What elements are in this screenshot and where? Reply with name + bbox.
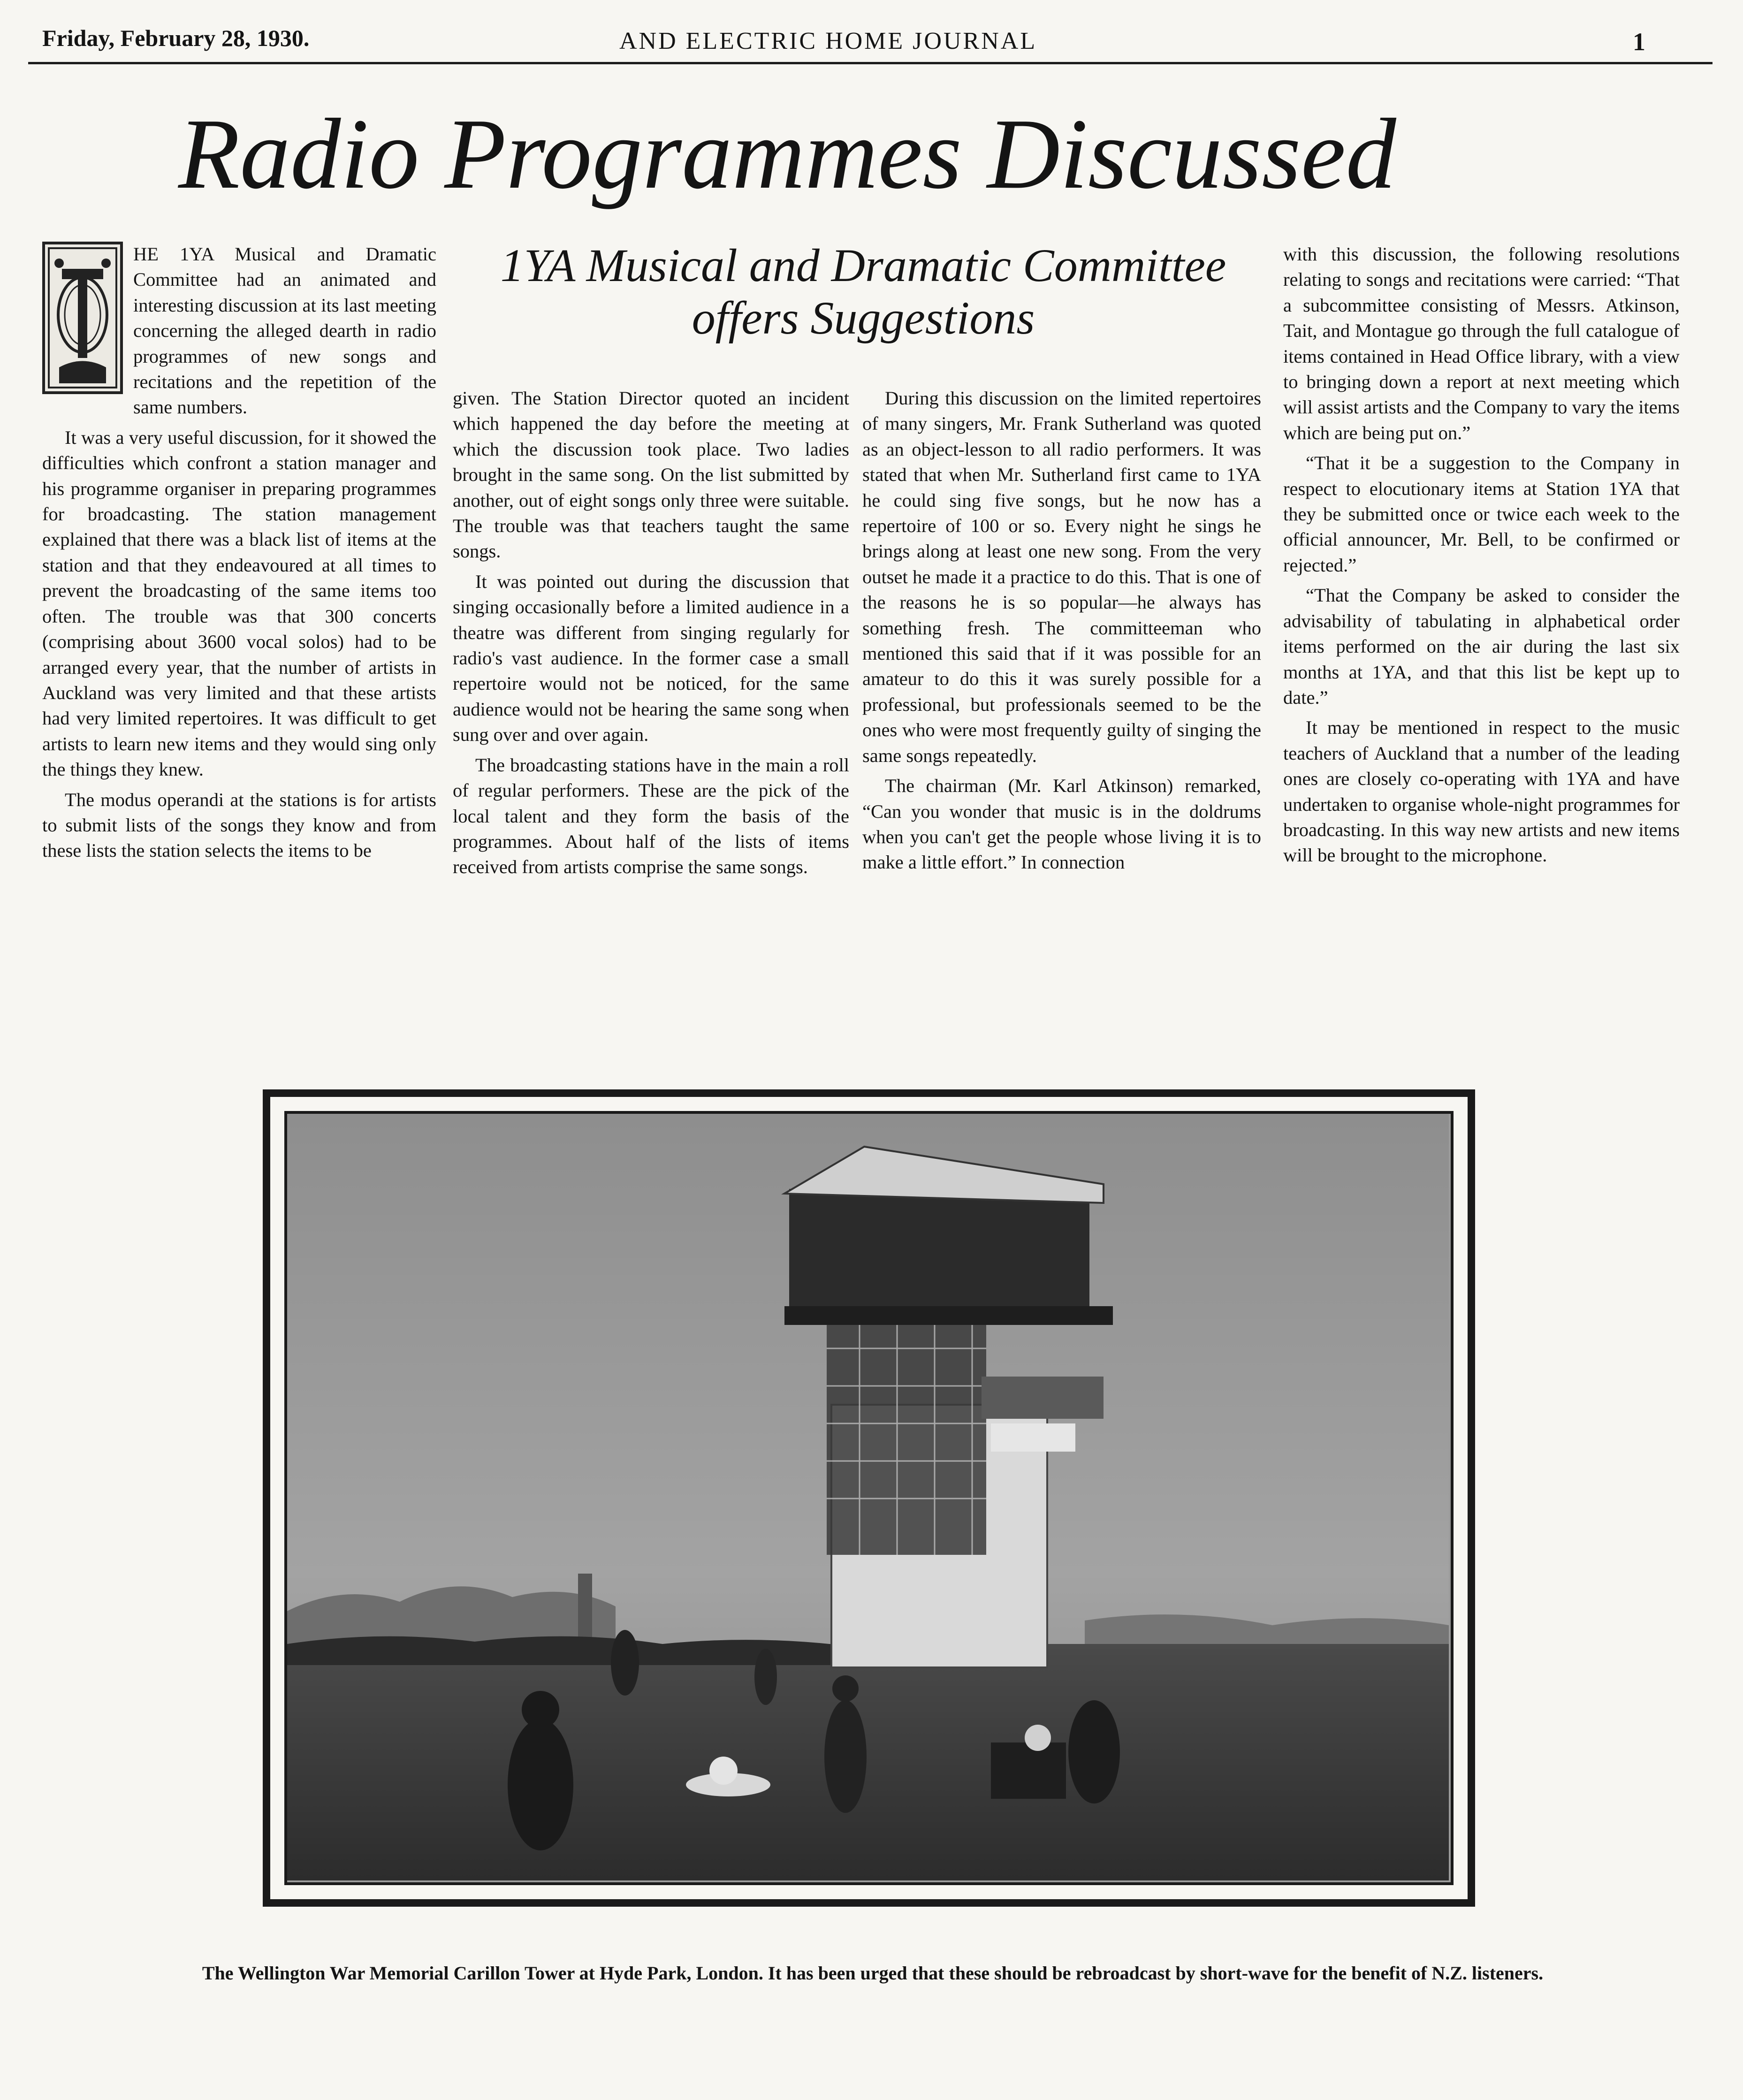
- photo-illustration: [287, 1114, 1449, 1880]
- carillon-tower-photo: [284, 1111, 1454, 1885]
- page-number: 1: [1633, 28, 1645, 56]
- article-subhead: 1YA Musical and Dramatic Committee offers Suggestions: [500, 239, 1226, 344]
- col2-para-3: The broadcasting stations have in the main a roll of regular performers. These are the pick of the local talent and they form the basis of the programmes. About half of the lists of items received from artists comprise the same songs.: [453, 754, 849, 878]
- col1-para-2: It was a very useful discussion, for it showed the difficulties which confront a station manager and his programme organiser in preparing programmes for broadcasting. The station management explained that there was a black list of items at the station and that they endeavoured at all times to prevent the broadcasting of the same items too often. The trouble was that 300 concerts (comprising about 3600 vocal solos) had to be arranged every year, that the number of artists in Auckland was very limited and that these artists had very limited repertoires. It was difficult to get artists to learn new items and they would sing only the things they knew.: [42, 426, 436, 780]
- article-column-3: [862, 386, 1261, 880]
- col1-para-3: The modus operandi at the stations is for artists to submit lists of the songs they know and from these lists the station selects the items to be: [42, 789, 436, 861]
- article-column-4: [1283, 242, 1680, 873]
- ornamental-drop-cap-t: [42, 242, 123, 394]
- col4-para-4: It may be mentioned in respect to the music teachers of Auckland that a number of the leading ones are closely co-operating with 1YA and have undertaken to organise whole-night programmes for broadcasting. In this way new artists and new items will be brought to the microphone.: [1283, 717, 1680, 866]
- col3-para-1: During this discussion on the limited repertoires of many singers, Mr. Frank Sutherland was quoted as an object-lesson to all radio performers. It was stated that when Mr. Sutherland first came to 1YA he could sing five songs, but he now has a repertoire of 100 or so. Every night he sings he brings along at least one new song. From the very outset he made it a practice to do this. That is one of the reasons he is so popular—he always has something fresh. The committeeman who mentioned this said that if it was possible for an amateur to do this it was surely possible for a professional, but professionals seemed to be the ones who were most frequently guilty of singing the same songs repeatedly.: [862, 388, 1261, 766]
- article-headline: Radio Programmes Discussed: [178, 98, 1396, 210]
- photo-caption: The Wellington War Memorial Carillon Tower at Hyde Park, London. It has been urged that these should be rebroadcast by short-wave for the benefit of N.Z. listeners.: [202, 1963, 1544, 1984]
- col2-para-1: given. The Station Director quoted an incident which happened the day before the meeting at which the discussion took place. Two ladies brought in the same song. On the list submitted by another, out of eight songs only three were suitable. The trouble was that teachers taught the same songs.: [453, 388, 849, 562]
- col4-para-2: “That it be a suggestion to the Company in respect to elocutionary items at Station 1YA that they be submitted once or twice each week to the official announcer, Mr. Bell, to be confirmed or rejected.”: [1283, 452, 1680, 576]
- photo-frame: [263, 1089, 1475, 1907]
- issue-date: Friday, February 28, 1930.: [42, 25, 310, 51]
- col2-para-2: It was pointed out during the discussion that singing occasionally before a limited audience in a theatre was different from singing regularly for radio's vast audience. In the former case a small repertoire would not be noticed, for the same audience would not be hearing the same song when sung over and over again.: [453, 571, 849, 746]
- col4-para-1: with this discussion, the following resolutions relating to songs and recitations were carried: “That a subcommittee consisting of Messrs. Atkinson, Tait, and Montague go through the full catalogue of items contained in Head Office library, with a view to bringing down a report at next meeting which will assist artists and the Company to vary the items which are being put on.”: [1283, 243, 1680, 443]
- article-column-2: [453, 386, 849, 885]
- article-column-1: [42, 242, 436, 868]
- col4-para-3: “That the Company be asked to consider the advisability of tabulating in alphabetical order items performed on the air during the last six months at 1YA, and that this list be kept up to date.”: [1283, 585, 1680, 708]
- journal-title: AND ELECTRIC HOME JOURNAL: [619, 28, 1037, 54]
- col3-para-2: The chairman (Mr. Karl Atkinson) remarked, “Can you wonder that music is in the doldrums when you can't get the people whose living it is to make a little effort.” In connection: [862, 775, 1261, 873]
- col1-para-1: HE 1YA Musical and Dramatic Committee had an animated and interesting discussion at its last meeting concerning the alleged dearth in radio programmes of new songs and recitations and the repetition of the same numbers.: [133, 243, 436, 418]
- header-rule: [28, 62, 1713, 64]
- drop-cap-ornament-icon: [45, 244, 120, 391]
